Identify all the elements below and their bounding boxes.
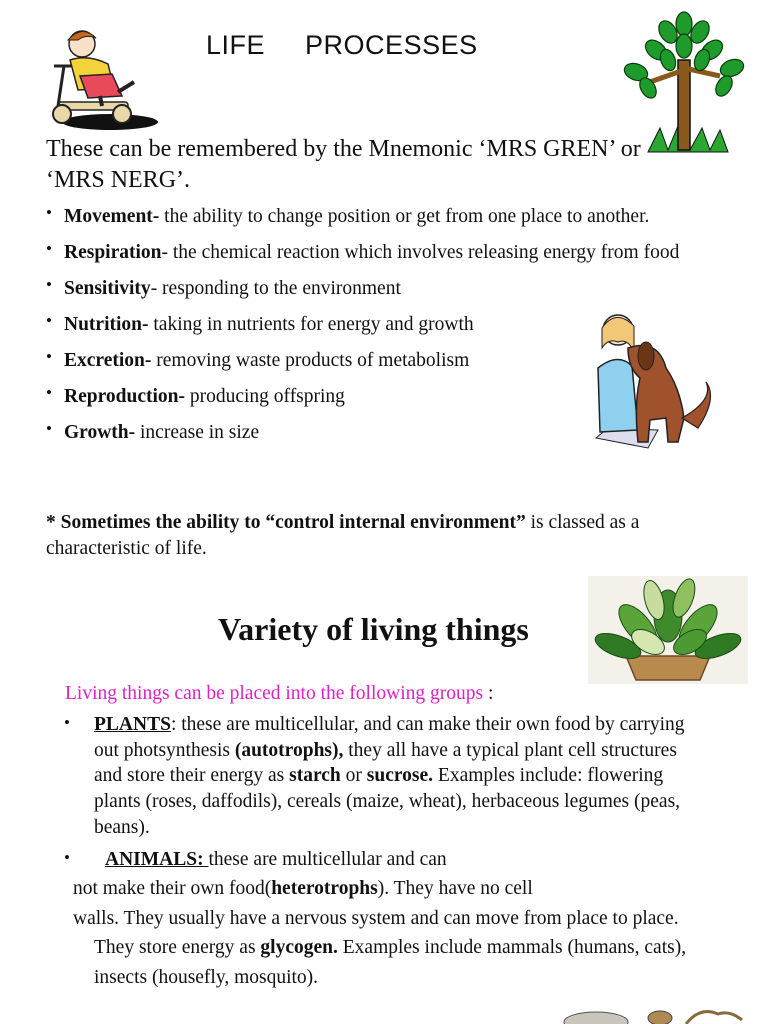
list-item: • Sensitivity- responding to the environment	[46, 275, 401, 299]
list-item: • Excretion- removing waste products of metabolism	[46, 347, 470, 371]
page-title: LIFE PROCESSES	[206, 30, 478, 60]
groups-list	[64, 712, 704, 992]
section-heading: Variety of living things	[218, 611, 529, 647]
list-item: • Respiration- the chemical reaction which involves releasing energy from food	[46, 239, 680, 263]
houseplant-image	[588, 576, 748, 684]
list-item-plants: • PLANTS: these are multicellular, and can make their own food by carrying out photsynthesis (autotrophs), they all have a typical plant cell structures and store their energy as starch or sucrose. Examples include: flowering plants (roses, daffodils), cereals (maize, wheat), herbaceous legumes (peas, beans).	[64, 713, 685, 838]
note-text: * Sometimes the ability to “control internal environment” is classed as a characteristic of life.	[46, 512, 640, 559]
animals-clipart	[560, 1006, 750, 1024]
list-item: • Growth- increase in size	[46, 419, 260, 443]
list-item-animals: • ANIMALS: these are multicellular and can not make their own food(heterotrophs). They have no cell walls. They usually have a nervous system and can move from place to place. They store energy as glycogen. Examples include mammals (humans, cats), insects (housefly, mosquito).	[64, 847, 687, 988]
child-scooter-clipart	[30, 26, 160, 136]
groups-intro: Living things can be placed into the following groups :	[65, 683, 494, 704]
list-item: • Nutrition- taking in nutrients for energy and growth	[46, 311, 474, 335]
girl-with-dog-clipart	[588, 308, 723, 453]
list-item: • Reproduction- producing offspring	[46, 383, 345, 407]
list-item: • Movement- the ability to change position or get from one place to another.	[46, 203, 650, 227]
intro-text: These can be remembered by the Mnemonic ‘MRS GREN’ or ‘MRS NERG’.	[46, 136, 641, 193]
